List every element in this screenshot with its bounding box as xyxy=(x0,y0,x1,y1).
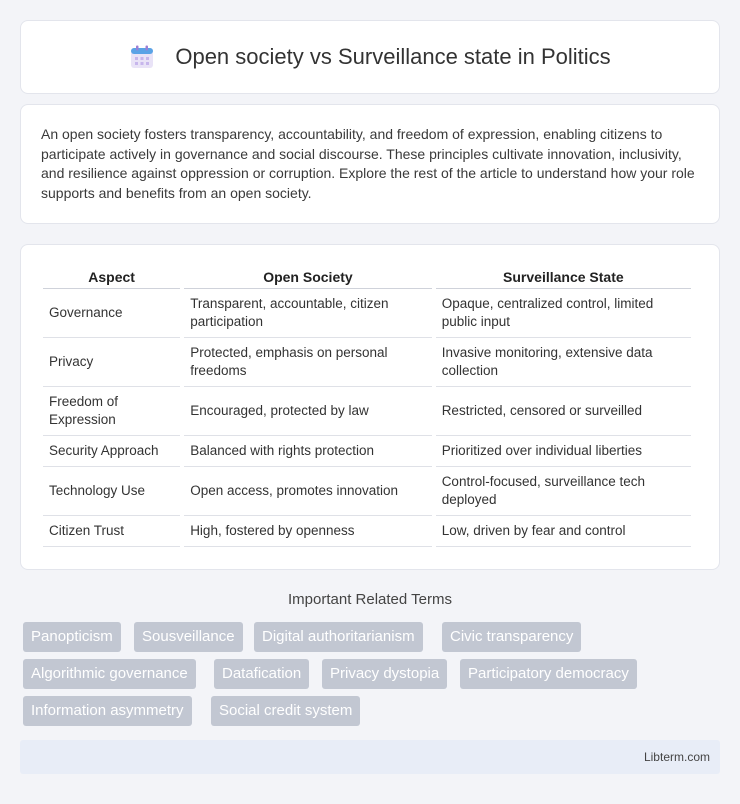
tag-information-asymmetry[interactable]: Information asymmetry xyxy=(23,696,192,726)
header-open-society: Open Society xyxy=(184,267,432,289)
calendar-icon xyxy=(129,44,155,70)
table-cell: Protected, emphasis on personal freedoms xyxy=(184,338,432,387)
tag-social-credit-system[interactable]: Social credit system xyxy=(211,696,360,726)
tag-participatory-democracy[interactable]: Participatory democracy xyxy=(460,659,637,689)
table-row xyxy=(43,516,691,547)
table-cell: Transparent, accountable, citizen participation xyxy=(184,289,432,338)
tag-civic-transparency[interactable]: Civic transparency xyxy=(442,622,581,652)
table-cell: Citizen Trust xyxy=(43,516,180,547)
page-title: Open society vs Surveillance state in Politics xyxy=(175,44,611,69)
tag-sousveillance[interactable]: Sousveillance xyxy=(134,622,243,652)
table-cell: Governance xyxy=(43,289,180,338)
footer-site-link[interactable]: Libterm.com xyxy=(643,750,710,764)
comparison-table xyxy=(39,267,695,547)
table-cell: Technology Use xyxy=(43,467,180,516)
table-cell: Encouraged, protected by law xyxy=(184,387,432,436)
tag-algorithmic-governance[interactable]: Algorithmic governance xyxy=(23,659,196,689)
table-row xyxy=(43,387,691,436)
table-cell: Open access, promotes innovation xyxy=(184,467,432,516)
header-card xyxy=(20,20,720,94)
header-aspect: Aspect xyxy=(43,267,180,289)
table-cell: High, fostered by openness xyxy=(184,516,432,547)
tag-panopticism[interactable]: Panopticism xyxy=(23,622,121,652)
table-cell: Security Approach xyxy=(43,436,180,467)
table-cell: Freedom of Expression xyxy=(43,387,180,436)
table-cell: Control-focused, surveillance tech deployed xyxy=(436,467,691,516)
table-row xyxy=(43,338,691,387)
table-row xyxy=(43,289,691,338)
table-cell: Prioritized over individual liberties xyxy=(436,436,691,467)
tag-digital-authoritarianism[interactable]: Digital authoritarianism xyxy=(254,622,423,652)
table-cell: Low, driven by fear and control xyxy=(436,516,691,547)
table-cell: Balanced with rights protection xyxy=(184,436,432,467)
table-cell: Restricted, censored or surveilled xyxy=(436,387,691,436)
tag-privacy-dystopia[interactable]: Privacy dystopia xyxy=(322,659,447,689)
table-cell: Invasive monitoring, extensive data collection xyxy=(436,338,691,387)
table-row xyxy=(43,467,691,516)
tag-datafication[interactable]: Datafication xyxy=(214,659,309,689)
footer xyxy=(20,740,720,774)
table-cell: Privacy xyxy=(43,338,180,387)
header-surveillance-state: Surveillance State xyxy=(436,267,691,289)
comparison-card xyxy=(20,244,720,570)
table-cell: Opaque, centralized control, limited public input xyxy=(436,289,691,338)
intro-text: An open society fosters transparency, accountability, and freedom of expression, enabling citizens to participate actively in governance and social discourse. These principles cultivate innovation, inclusivity, and resilience against oppression or corruption. Explore the rest of the article to understand how your role supports and benefits from an open society. xyxy=(41,126,695,201)
table-row xyxy=(43,436,691,467)
related-terms-title: Important Related Terms xyxy=(288,591,452,608)
intro-card xyxy=(20,104,720,224)
